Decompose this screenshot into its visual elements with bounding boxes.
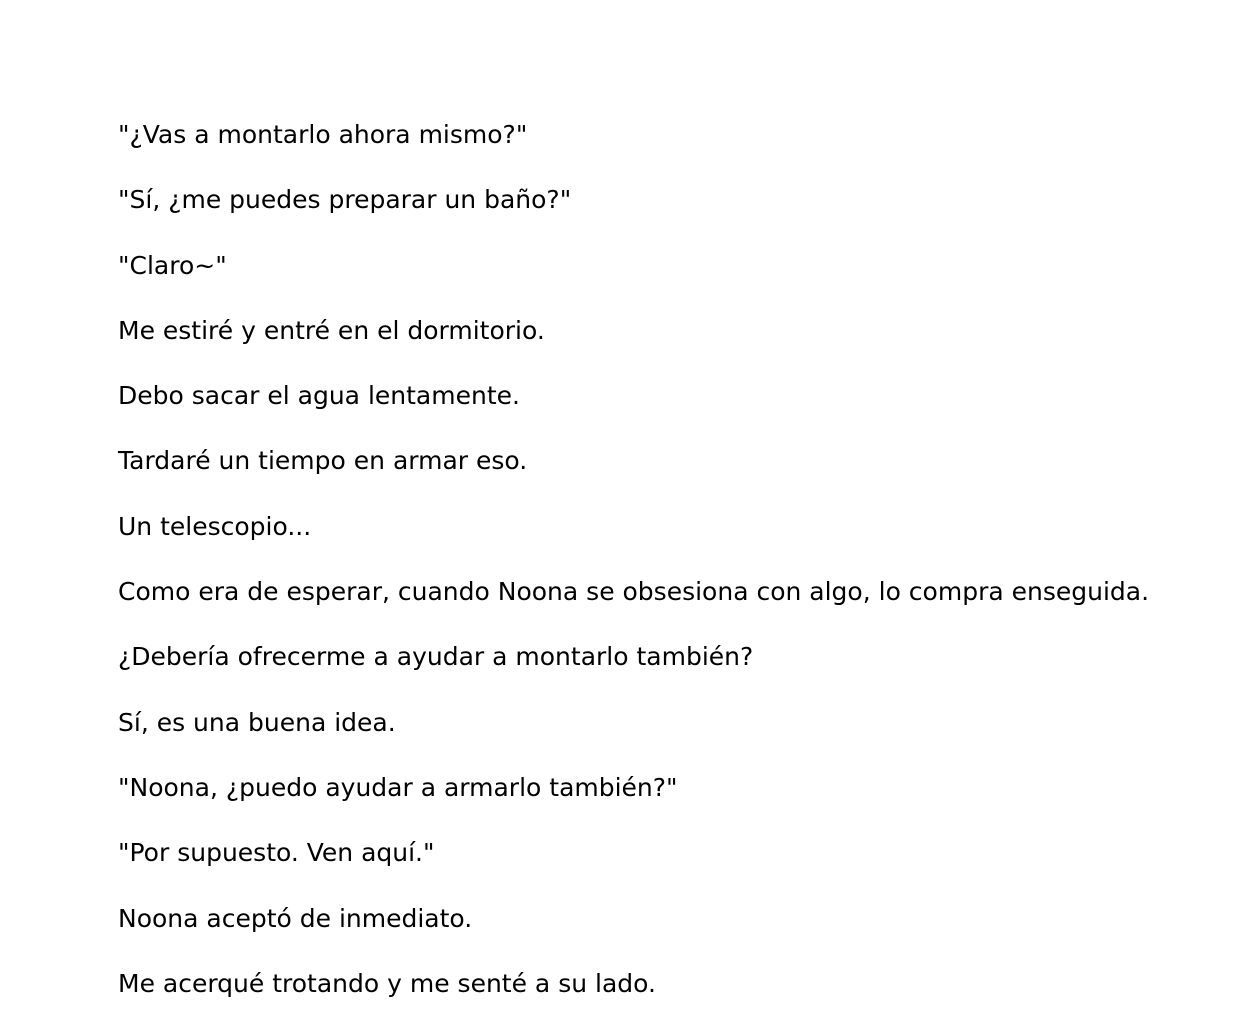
paragraph-1: "¿Vas a montarlo ahora mismo?" (118, 120, 528, 149)
paragraph-8: Como era de esperar, cuando Noona se obsesiona con algo, lo compra enseguida. (118, 577, 1150, 607)
document-body (118, 114, 1218, 1028)
paragraph-11: "Noona, ¿puedo ayudar a armarlo también?" (118, 772, 678, 802)
paragraph-7: Un telescopio... (118, 511, 312, 541)
paragraph-5: Debo sacar el agua lentamente. (118, 381, 520, 411)
paragraph-13: Noona aceptó de inmediato. (118, 903, 473, 933)
paragraph-2: "Sí, ¿me puedes preparar un baño?" (118, 185, 572, 215)
paragraph-4: Me estiré y entré en el dormitorio. (118, 315, 545, 345)
paragraph-3: "Claro~" (118, 250, 227, 280)
paragraph-10: Sí, es una buena idea. (118, 707, 396, 737)
paragraph-12: "Por supuesto. Ven aquí." (118, 838, 435, 868)
paragraph-14: Me acerqué trotando y me senté a su lado. (118, 968, 656, 998)
paragraph-9: ¿Debería ofrecerme a ayudar a montarlo también? (118, 642, 754, 672)
paragraph-6: Tardaré un tiempo en armar eso. (118, 446, 528, 476)
